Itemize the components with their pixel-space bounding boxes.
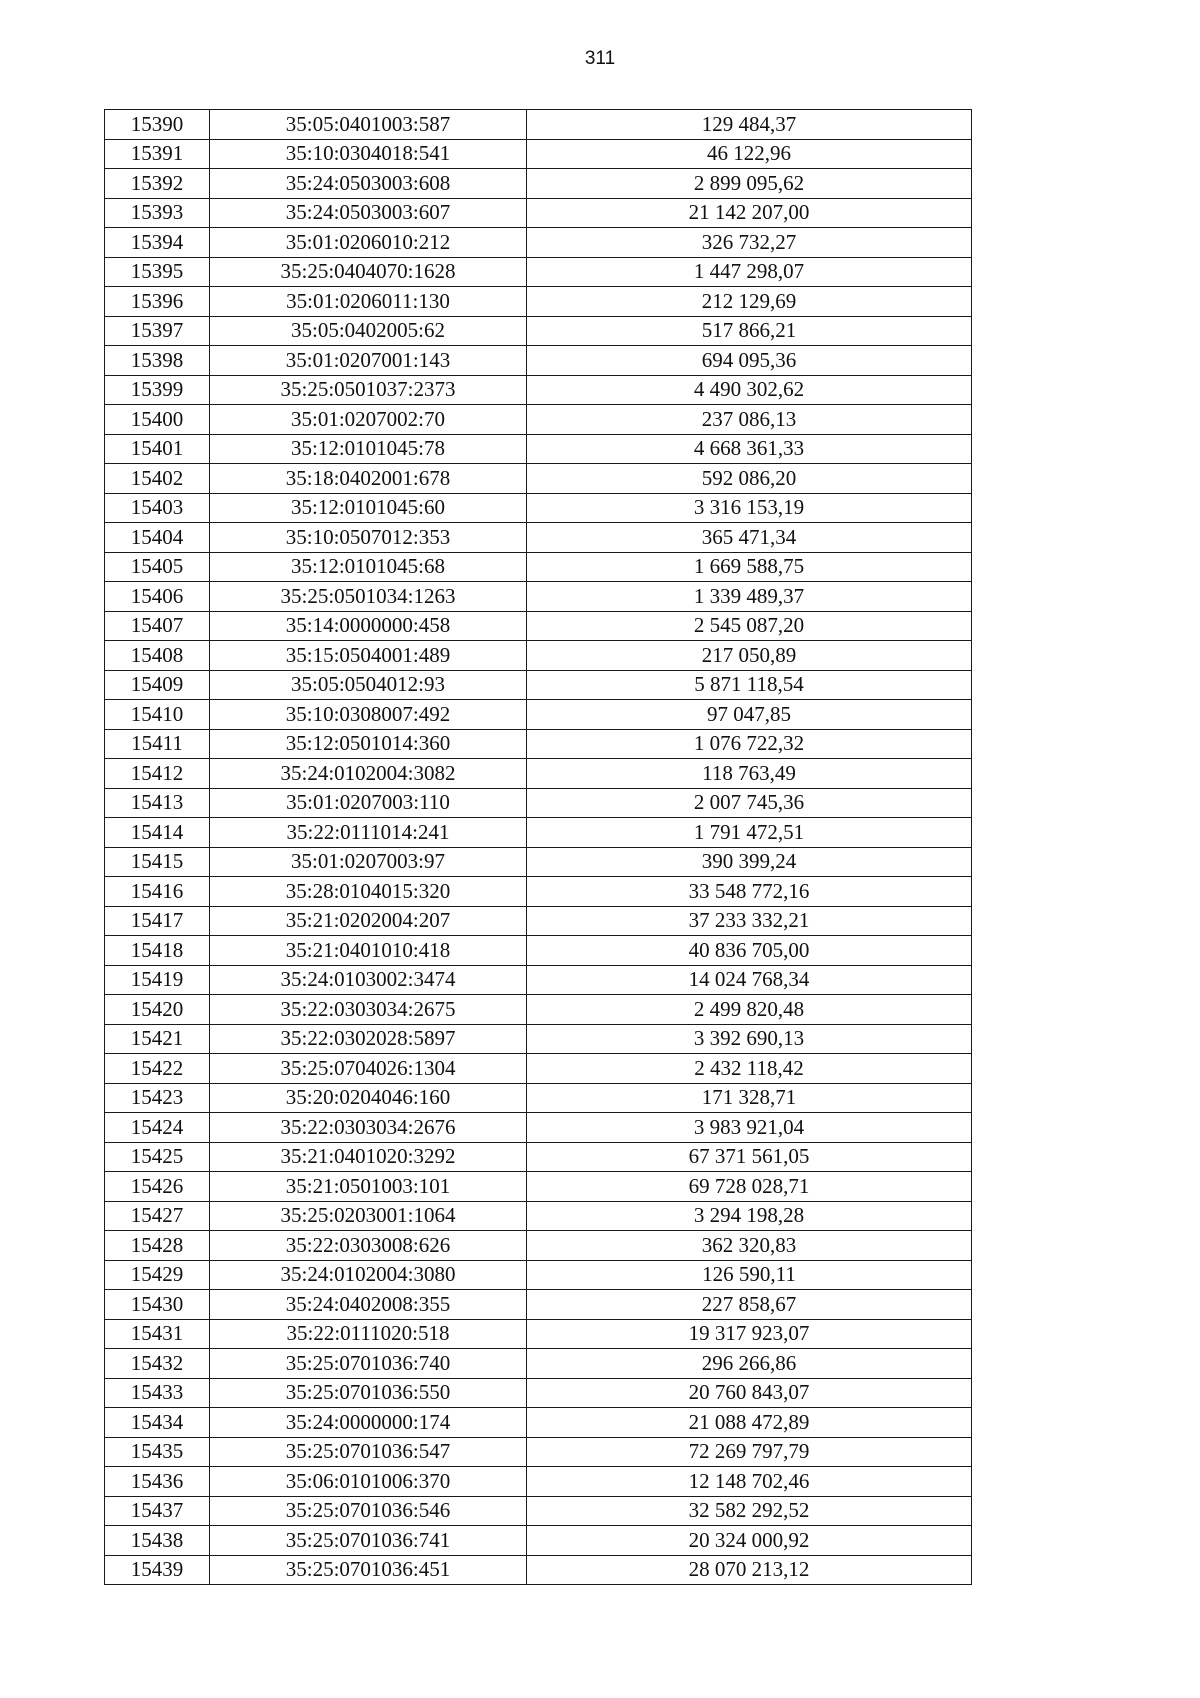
cadastral-number-cell: 35:25:0701036:741 (210, 1526, 527, 1556)
row-number-cell: 15394 (105, 228, 210, 258)
row-number-cell: 15438 (105, 1526, 210, 1556)
cadastral-number-cell: 35:12:0101045:78 (210, 434, 527, 464)
cadastral-number-cell: 35:21:0501003:101 (210, 1172, 527, 1202)
cadastral-value-cell: 1 076 722,32 (527, 729, 972, 759)
cadastral-value-cell: 3 392 690,13 (527, 1024, 972, 1054)
table-row (105, 1231, 972, 1261)
cadastral-number-cell: 35:22:0111020:518 (210, 1319, 527, 1349)
table-row (105, 552, 972, 582)
row-number-cell: 15396 (105, 287, 210, 317)
table-row (105, 110, 972, 140)
table-row (105, 965, 972, 995)
row-number-cell: 15395 (105, 257, 210, 287)
table-row (105, 287, 972, 317)
row-number-cell: 15422 (105, 1054, 210, 1084)
cadastral-number-cell: 35:05:0402005:62 (210, 316, 527, 346)
cadastral-value-cell: 362 320,83 (527, 1231, 972, 1261)
cadastral-number-cell: 35:24:0503003:608 (210, 169, 527, 199)
table-row (105, 729, 972, 759)
table-row (105, 1172, 972, 1202)
table-row (105, 1408, 972, 1438)
cadastral-number-cell: 35:24:0402008:355 (210, 1290, 527, 1320)
cadastral-value-cell: 126 590,11 (527, 1260, 972, 1290)
table-row (105, 1142, 972, 1172)
cadastral-value-cell: 72 269 797,79 (527, 1437, 972, 1467)
cadastral-value-cell: 4 668 361,33 (527, 434, 972, 464)
cadastral-value-cell: 3 983 921,04 (527, 1113, 972, 1143)
cadastral-number-cell: 35:22:0303034:2675 (210, 995, 527, 1025)
cadastral-value-cell: 67 371 561,05 (527, 1142, 972, 1172)
row-number-cell: 15414 (105, 818, 210, 848)
table-row (105, 1349, 972, 1379)
cadastral-value-cell: 40 836 705,00 (527, 936, 972, 966)
table-row (105, 936, 972, 966)
row-number-cell: 15397 (105, 316, 210, 346)
cadastral-value-cell: 171 328,71 (527, 1083, 972, 1113)
cadastral-value-cell: 3 316 153,19 (527, 493, 972, 523)
row-number-cell: 15405 (105, 552, 210, 582)
cadastral-number-cell: 35:25:0404070:1628 (210, 257, 527, 287)
cadastral-number-cell: 35:22:0303034:2676 (210, 1113, 527, 1143)
cadastral-number-cell: 35:12:0101045:68 (210, 552, 527, 582)
table-row (105, 877, 972, 907)
cadastral-number-cell: 35:25:0701036:546 (210, 1496, 527, 1526)
cadastral-value-cell: 3 294 198,28 (527, 1201, 972, 1231)
table-row (105, 611, 972, 641)
cadastral-value-cell: 118 763,49 (527, 759, 972, 789)
table-row (105, 1201, 972, 1231)
row-number-cell: 15427 (105, 1201, 210, 1231)
cadastral-number-cell: 35:24:0503003:607 (210, 198, 527, 228)
cadastral-value-cell: 2 007 745,36 (527, 788, 972, 818)
cadastral-value-cell: 390 399,24 (527, 847, 972, 877)
row-number-cell: 15393 (105, 198, 210, 228)
row-number-cell: 15426 (105, 1172, 210, 1202)
cadastral-value-cell: 326 732,27 (527, 228, 972, 258)
table-row (105, 847, 972, 877)
table-row (105, 257, 972, 287)
row-number-cell: 15412 (105, 759, 210, 789)
row-number-cell: 15408 (105, 641, 210, 671)
cadastral-number-cell: 35:10:0507012:353 (210, 523, 527, 553)
row-number-cell: 15400 (105, 405, 210, 435)
cadastral-value-cell: 227 858,67 (527, 1290, 972, 1320)
cadastral-number-cell: 35:20:0204046:160 (210, 1083, 527, 1113)
cadastral-value-cell: 20 324 000,92 (527, 1526, 972, 1556)
cadastral-value-table (104, 109, 972, 1585)
cadastral-number-cell: 35:01:0206010:212 (210, 228, 527, 258)
row-number-cell: 15433 (105, 1378, 210, 1408)
table-row (105, 1054, 972, 1084)
cadastral-number-cell: 35:12:0501014:360 (210, 729, 527, 759)
table-row (105, 375, 972, 405)
cadastral-number-cell: 35:22:0303008:626 (210, 1231, 527, 1261)
row-number-cell: 15428 (105, 1231, 210, 1261)
row-number-cell: 15437 (105, 1496, 210, 1526)
cadastral-value-cell: 694 095,36 (527, 346, 972, 376)
table-row (105, 169, 972, 199)
table-row (105, 1083, 972, 1113)
cadastral-number-cell: 35:22:0111014:241 (210, 818, 527, 848)
cadastral-value-cell: 2 899 095,62 (527, 169, 972, 199)
cadastral-value-cell: 5 871 118,54 (527, 670, 972, 700)
cadastral-value-cell: 28 070 213,12 (527, 1555, 972, 1585)
row-number-cell: 15430 (105, 1290, 210, 1320)
table-row (105, 995, 972, 1025)
cadastral-number-cell: 35:18:0402001:678 (210, 464, 527, 494)
row-number-cell: 15401 (105, 434, 210, 464)
row-number-cell: 15420 (105, 995, 210, 1025)
row-number-cell: 15403 (105, 493, 210, 523)
cadastral-number-cell: 35:05:0401003:587 (210, 110, 527, 140)
table-row (105, 641, 972, 671)
table-row (105, 1113, 972, 1143)
cadastral-number-cell: 35:12:0101045:60 (210, 493, 527, 523)
table-row (105, 818, 972, 848)
cadastral-number-cell: 35:21:0401020:3292 (210, 1142, 527, 1172)
row-number-cell: 15432 (105, 1349, 210, 1379)
row-number-cell: 15423 (105, 1083, 210, 1113)
cadastral-value-cell: 4 490 302,62 (527, 375, 972, 405)
table-row (105, 405, 972, 435)
table-row (105, 523, 972, 553)
cadastral-number-cell: 35:25:0501034:1263 (210, 582, 527, 612)
row-number-cell: 15392 (105, 169, 210, 199)
table-row (105, 1555, 972, 1585)
cadastral-number-cell: 35:24:0103002:3474 (210, 965, 527, 995)
cadastral-number-cell: 35:25:0701036:740 (210, 1349, 527, 1379)
cadastral-value-cell: 1 447 298,07 (527, 257, 972, 287)
cadastral-value-cell: 32 582 292,52 (527, 1496, 972, 1526)
cadastral-value-cell: 212 129,69 (527, 287, 972, 317)
cadastral-value-cell: 46 122,96 (527, 139, 972, 169)
cadastral-number-cell: 35:28:0104015:320 (210, 877, 527, 907)
cadastral-value-cell: 14 024 768,34 (527, 965, 972, 995)
table-row (105, 139, 972, 169)
table-row (105, 1319, 972, 1349)
cadastral-value-cell: 19 317 923,07 (527, 1319, 972, 1349)
table-row (105, 582, 972, 612)
table-row (105, 346, 972, 376)
row-number-cell: 15409 (105, 670, 210, 700)
row-number-cell: 15424 (105, 1113, 210, 1143)
row-number-cell: 15431 (105, 1319, 210, 1349)
cadastral-value-cell: 517 866,21 (527, 316, 972, 346)
cadastral-value-cell: 365 471,34 (527, 523, 972, 553)
row-number-cell: 15436 (105, 1467, 210, 1497)
table-row (105, 1260, 972, 1290)
cadastral-value-cell: 592 086,20 (527, 464, 972, 494)
cadastral-value-cell: 1 669 588,75 (527, 552, 972, 582)
cadastral-number-cell: 35:25:0701036:550 (210, 1378, 527, 1408)
table-row (105, 1290, 972, 1320)
cadastral-value-cell: 237 086,13 (527, 405, 972, 435)
cadastral-number-cell: 35:01:0207001:143 (210, 346, 527, 376)
table-row (105, 759, 972, 789)
row-number-cell: 15413 (105, 788, 210, 818)
table-row (105, 198, 972, 228)
cadastral-number-cell: 35:01:0206011:130 (210, 287, 527, 317)
cadastral-number-cell: 35:24:0000000:174 (210, 1408, 527, 1438)
row-number-cell: 15410 (105, 700, 210, 730)
row-number-cell: 15419 (105, 965, 210, 995)
cadastral-value-cell: 12 148 702,46 (527, 1467, 972, 1497)
cadastral-value-cell: 296 266,86 (527, 1349, 972, 1379)
cadastral-number-cell: 35:25:0701036:451 (210, 1555, 527, 1585)
row-number-cell: 15417 (105, 906, 210, 936)
cadastral-value-cell: 2 499 820,48 (527, 995, 972, 1025)
cadastral-number-cell: 35:24:0102004:3080 (210, 1260, 527, 1290)
cadastral-number-cell: 35:01:0207003:97 (210, 847, 527, 877)
cadastral-number-cell: 35:22:0302028:5897 (210, 1024, 527, 1054)
table-row (105, 1378, 972, 1408)
table-row (105, 670, 972, 700)
table-row (105, 788, 972, 818)
table-row (105, 906, 972, 936)
table-row (105, 1024, 972, 1054)
cadastral-value-cell: 1 339 489,37 (527, 582, 972, 612)
table-row (105, 228, 972, 258)
cadastral-number-cell: 35:25:0203001:1064 (210, 1201, 527, 1231)
cadastral-number-cell: 35:10:0308007:492 (210, 700, 527, 730)
row-number-cell: 15421 (105, 1024, 210, 1054)
row-number-cell: 15434 (105, 1408, 210, 1438)
row-number-cell: 15411 (105, 729, 210, 759)
cadastral-value-cell: 129 484,37 (527, 110, 972, 140)
cadastral-value-cell: 2 545 087,20 (527, 611, 972, 641)
cadastral-value-cell: 217 050,89 (527, 641, 972, 671)
table-row (105, 493, 972, 523)
cadastral-number-cell: 35:21:0401010:418 (210, 936, 527, 966)
cadastral-number-cell: 35:05:0504012:93 (210, 670, 527, 700)
row-number-cell: 15398 (105, 346, 210, 376)
cadastral-value-cell: 2 432 118,42 (527, 1054, 972, 1084)
cadastral-value-cell: 33 548 772,16 (527, 877, 972, 907)
cadastral-value-cell: 97 047,85 (527, 700, 972, 730)
table-row (105, 1496, 972, 1526)
row-number-cell: 15390 (105, 110, 210, 140)
row-number-cell: 15391 (105, 139, 210, 169)
table-row (105, 1526, 972, 1556)
cadastral-number-cell: 35:01:0207003:110 (210, 788, 527, 818)
row-number-cell: 15399 (105, 375, 210, 405)
cadastral-value-cell: 21 088 472,89 (527, 1408, 972, 1438)
row-number-cell: 15416 (105, 877, 210, 907)
cadastral-number-cell: 35:25:0704026:1304 (210, 1054, 527, 1084)
row-number-cell: 15425 (105, 1142, 210, 1172)
table-row (105, 1467, 972, 1497)
table-row (105, 434, 972, 464)
row-number-cell: 15418 (105, 936, 210, 966)
table-row (105, 1437, 972, 1467)
cadastral-value-cell: 37 233 332,21 (527, 906, 972, 936)
cadastral-number-cell: 35:24:0102004:3082 (210, 759, 527, 789)
table-row (105, 700, 972, 730)
row-number-cell: 15439 (105, 1555, 210, 1585)
cadastral-number-cell: 35:01:0207002:70 (210, 405, 527, 435)
cadastral-value-cell: 69 728 028,71 (527, 1172, 972, 1202)
cadastral-number-cell: 35:25:0701036:547 (210, 1437, 527, 1467)
cadastral-number-cell: 35:14:0000000:458 (210, 611, 527, 641)
row-number-cell: 15407 (105, 611, 210, 641)
cadastral-value-cell: 20 760 843,07 (527, 1378, 972, 1408)
table-body (105, 110, 972, 1585)
cadastral-value-cell: 1 791 472,51 (527, 818, 972, 848)
page-number: 311 (584, 48, 616, 69)
row-number-cell: 15415 (105, 847, 210, 877)
table-row (105, 316, 972, 346)
row-number-cell: 15429 (105, 1260, 210, 1290)
cadastral-number-cell: 35:25:0501037:2373 (210, 375, 527, 405)
cadastral-number-cell: 35:21:0202004:207 (210, 906, 527, 936)
cadastral-value-cell: 21 142 207,00 (527, 198, 972, 228)
table-row (105, 464, 972, 494)
cadastral-number-cell: 35:10:0304018:541 (210, 139, 527, 169)
row-number-cell: 15406 (105, 582, 210, 612)
cadastral-number-cell: 35:15:0504001:489 (210, 641, 527, 671)
row-number-cell: 15402 (105, 464, 210, 494)
cadastral-number-cell: 35:06:0101006:370 (210, 1467, 527, 1497)
row-number-cell: 15404 (105, 523, 210, 553)
row-number-cell: 15435 (105, 1437, 210, 1467)
